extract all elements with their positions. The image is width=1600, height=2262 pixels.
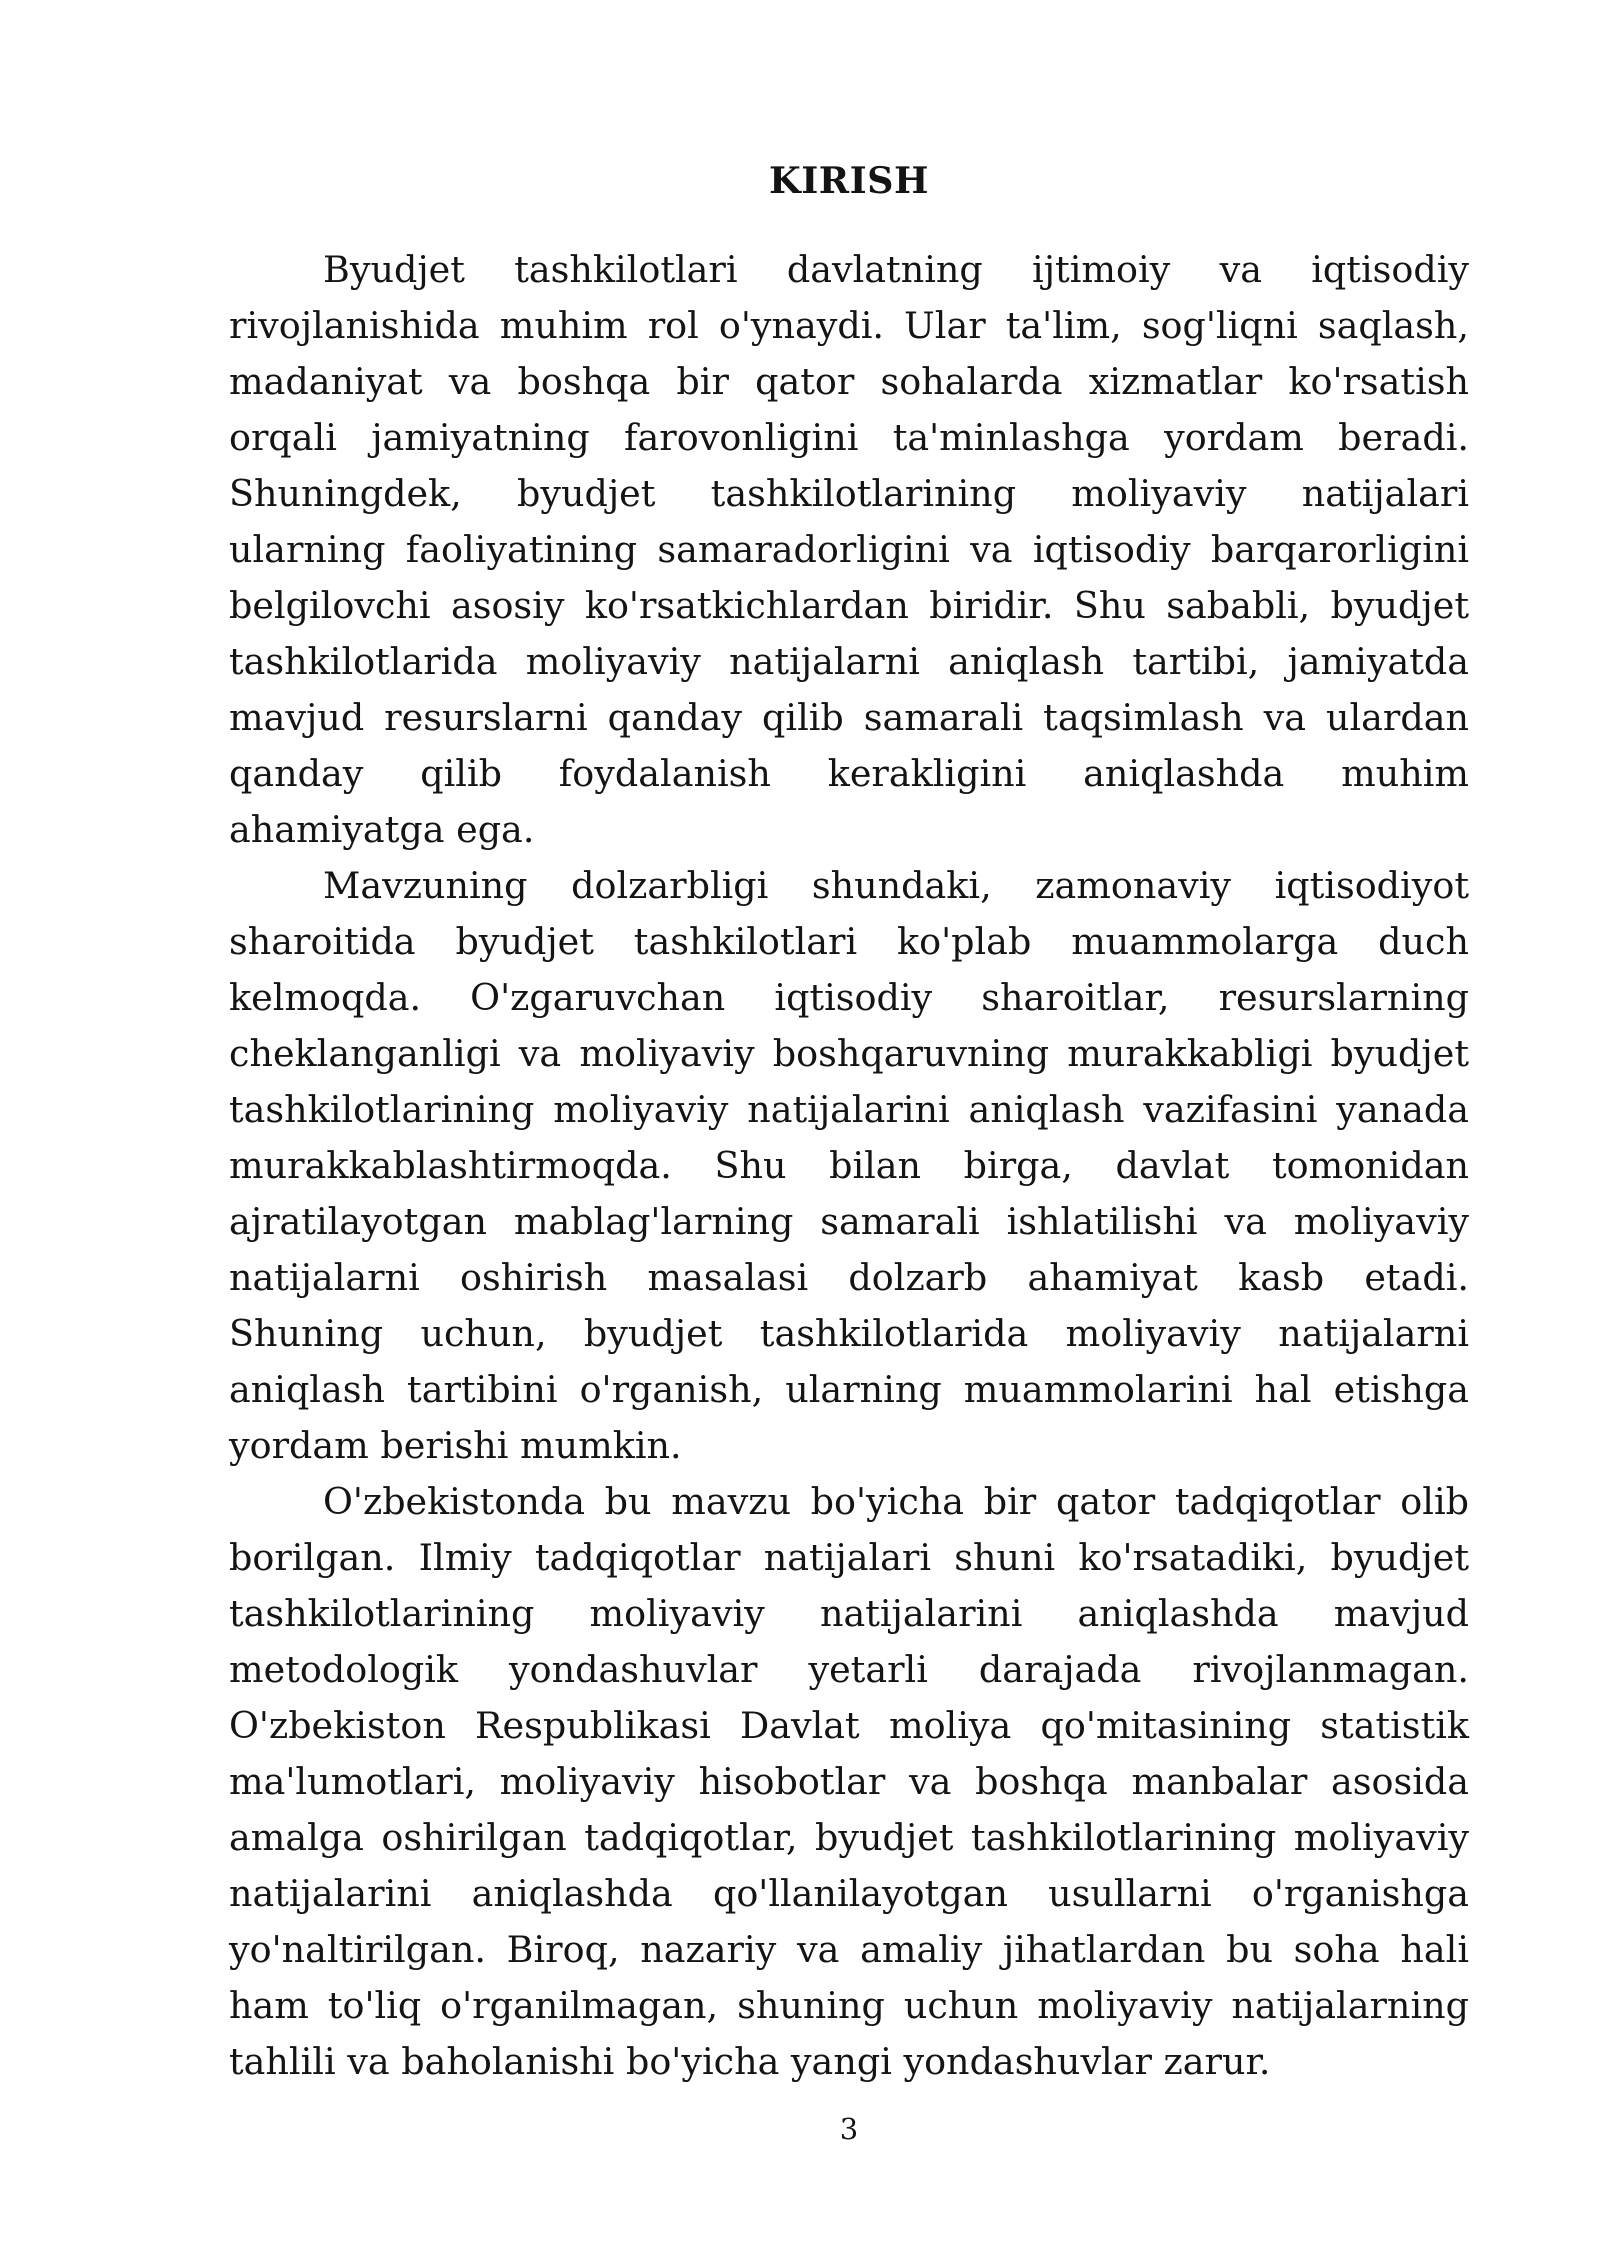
paragraph-line: rivojlanishida muhim rol o'ynaydi. Ular ta'lim, sog'liqni saqlash, <box>229 304 1469 347</box>
paragraph-line: tashkilotlarining moliyaviy natijalarini aniqlashda mavjud <box>229 1592 1469 1635</box>
text-column <box>229 153 1469 2090</box>
paragraph-line: madaniyat va boshqa bir qator sohalarda xizmatlar ko'rsatish <box>229 360 1469 403</box>
paragraph-line: yo'naltirilgan. Biroq, nazariy va amaliy jihatlardan bu soha hali <box>229 1928 1469 1971</box>
paragraph-line: ajratilayotgan mablag'larning samarali ishlatilishi va moliyaviy <box>229 1200 1469 1243</box>
section-title: KIRISH <box>768 159 930 202</box>
paragraph-line: Shuningdek, byudjet tashkilotlarining moliyaviy natijalari <box>229 472 1469 515</box>
paragraph-line: ahamiyatga ega. <box>229 808 535 851</box>
paragraph-line: natijalarni oshirish masalasi dolzarb ahamiyat kasb etadi. <box>229 1256 1469 1299</box>
paragraph-line: yordam berishi mumkin. <box>229 1424 682 1467</box>
paragraph-line: amalga oshirilgan tadqiqotlar, byudjet tashkilotlarining moliyaviy <box>229 1816 1469 1859</box>
paragraph-line: tahlili va baholanishi bo'yicha yangi yondashuvlar zarur. <box>229 2040 1271 2083</box>
paragraph-line: tashkilotlarida moliyaviy natijalarni aniqlash tartibi, jamiyatda <box>229 640 1469 683</box>
paragraph-line: Byudjet tashkilotlari davlatning ijtimoiy va iqtisodiy <box>323 248 1469 291</box>
paragraph-line: ham to'liq o'rganilmagan, shuning uchun moliyaviy natijalarning <box>229 1984 1469 2027</box>
body-text <box>229 242 1469 2090</box>
paragraph-line: ma'lumotlari, moliyaviy hisobotlar va boshqa manbalar asosida <box>229 1760 1469 1803</box>
paragraph-line: sharoitida byudjet tashkilotlari ko'plab muammolarga duch <box>229 920 1469 963</box>
paragraph-line: ularning faoliyatining samaradorligini va iqtisodiy barqarorligini <box>229 528 1469 571</box>
paragraph-line: cheklanganligi va moliyaviy boshqaruvning murakkabligi byudjet <box>229 1032 1469 1075</box>
paragraph <box>229 1474 1469 2090</box>
paragraph-line: orqali jamiyatning farovonligini ta'minlashga yordam beradi. <box>229 416 1469 459</box>
paragraph-line: metodologik yondashuvlar yetarli darajada rivojlanmagan. <box>229 1648 1469 1691</box>
paragraph-line: borilgan. Ilmiy tadqiqotlar natijalari shuni ko'rsatadiki, byudjet <box>229 1536 1469 1579</box>
paragraph-line: O'zbekiston Respublikasi Davlat moliya qo'mitasining statistik <box>229 1704 1469 1747</box>
paragraph <box>229 242 1469 858</box>
paragraph-line: natijalarini aniqlashda qo'llanilayotgan usullarni o'rganishga <box>229 1872 1469 1915</box>
paragraph-line: kelmoqda. O'zgaruvchan iqtisodiy sharoitlar, resurslarning <box>229 976 1469 1019</box>
paragraph-line: murakkablashtirmoqda. Shu bilan birga, davlat tomonidan <box>229 1144 1469 1187</box>
paragraph-line: Shuning uchun, byudjet tashkilotlarida moliyaviy natijalarni <box>229 1312 1469 1355</box>
paragraph-line: qanday qilib foydalanish kerakligini aniqlashda muhim <box>229 752 1469 795</box>
paragraph-line: O'zbekistonda bu mavzu bo'yicha bir qator tadqiqotlar olib <box>323 1480 1469 1523</box>
paragraph-line: aniqlash tartibini o'rganish, ularning muammolarini hal etishga <box>229 1368 1469 1411</box>
paragraph-line: Mavzuning dolzarbligi shundaki, zamonaviy iqtisodiyot <box>323 864 1469 907</box>
paragraph-line: tashkilotlarining moliyaviy natijalarini aniqlash vazifasini yanada <box>229 1088 1469 1131</box>
paragraph-line: mavjud resurslarni qanday qilib samarali taqsimlash va ulardan <box>229 696 1469 739</box>
page-number: 3 <box>839 2112 859 2146</box>
paragraph <box>229 858 1469 1474</box>
paragraph-line: belgilovchi asosiy ko'rsatkichlardan biridir. Shu sababli, byudjet <box>229 584 1469 627</box>
